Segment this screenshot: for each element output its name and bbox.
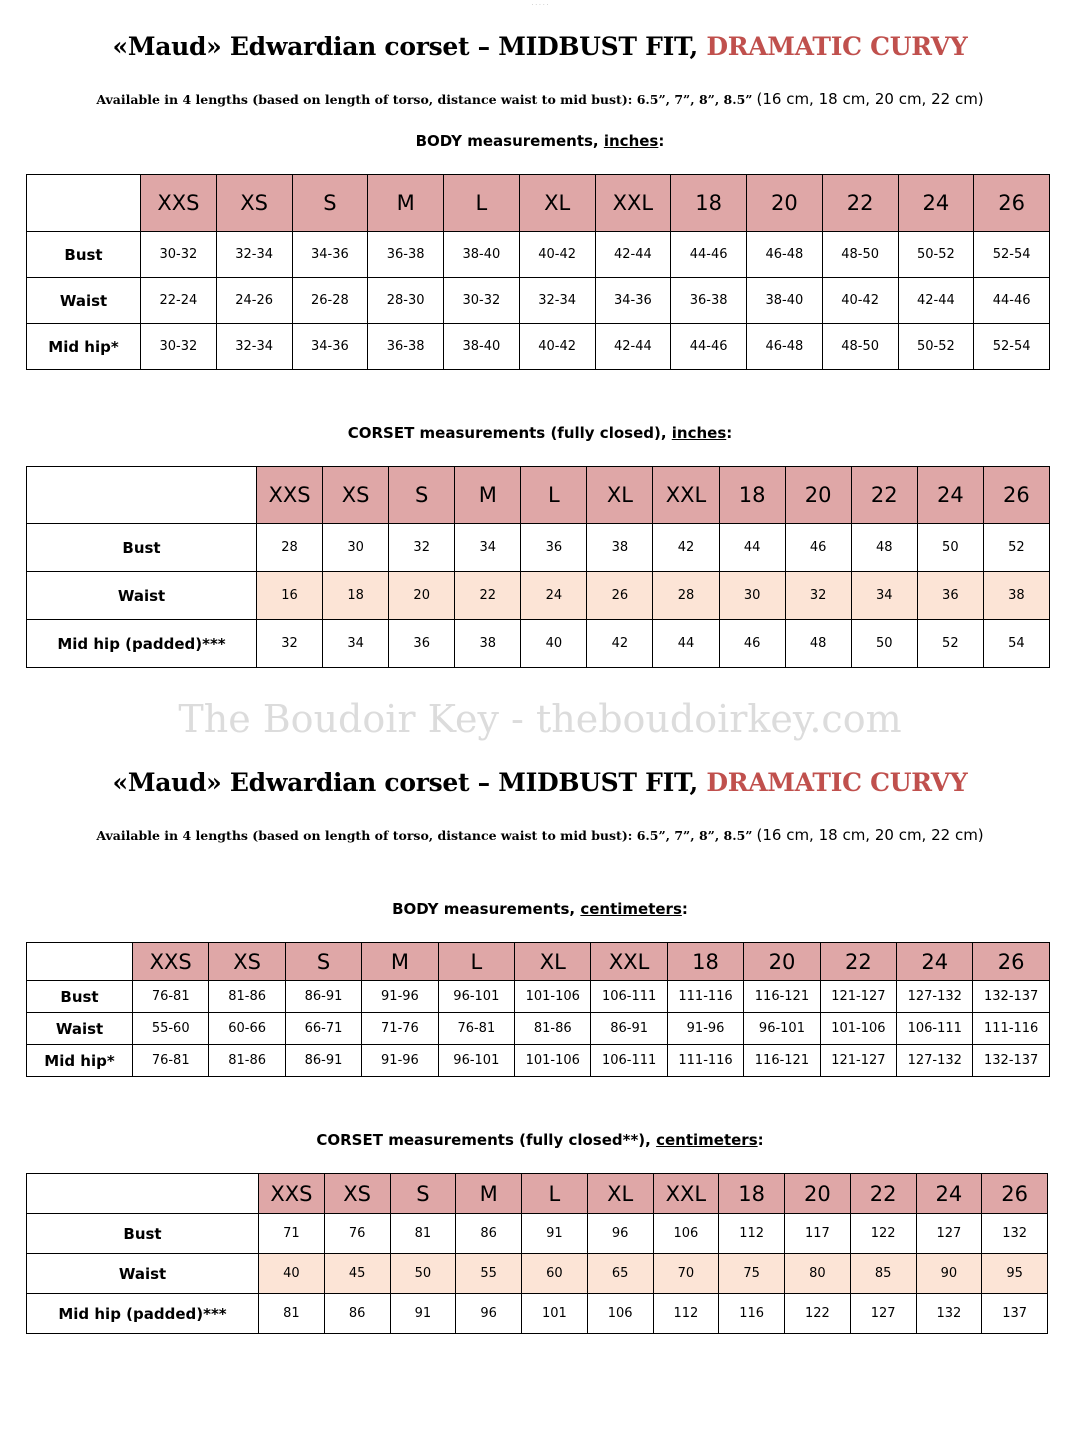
- measurement-cell: 127: [850, 1294, 916, 1334]
- measurement-cell: 26: [587, 572, 653, 620]
- measurement-cell: 127: [916, 1214, 982, 1254]
- measurement-cell: 95: [982, 1254, 1048, 1294]
- table-row: [27, 572, 1050, 620]
- measurement-cell: 50: [851, 620, 917, 668]
- measurement-cell: 101-106: [515, 1045, 591, 1077]
- measurement-cell: 38: [455, 620, 521, 668]
- measurement-cell: 112: [653, 1294, 719, 1334]
- title-accent: DRAMATIC CURVY: [706, 32, 968, 61]
- measurement-cell: 121-127: [820, 1045, 896, 1077]
- measurement-cell: 60-66: [209, 1013, 285, 1045]
- measurement-cell: 22: [455, 572, 521, 620]
- heading-text: BODY measurements,: [392, 900, 581, 918]
- chart-title-inches: [0, 32, 1080, 61]
- measurement-cell: 101-106: [515, 981, 591, 1013]
- measurement-cell: 86: [324, 1294, 390, 1334]
- size-header-cell: XS: [209, 943, 285, 981]
- measurement-cell: 132: [982, 1214, 1048, 1254]
- measurement-cell: 127-132: [897, 1045, 973, 1077]
- size-header-cell: L: [522, 1174, 588, 1214]
- body-heading-cm: [0, 900, 1080, 918]
- measurement-cell: 20: [389, 572, 455, 620]
- size-header-cell: 20: [785, 467, 851, 524]
- row-label: Bust: [27, 232, 141, 278]
- size-header-cell: XXS: [259, 1174, 325, 1214]
- table-row: [27, 1045, 1050, 1077]
- table-row: [27, 324, 1050, 370]
- measurement-cell: 46: [785, 524, 851, 572]
- measurement-cell: 34: [851, 572, 917, 620]
- size-header-cell: 26: [974, 175, 1050, 232]
- table-row: [27, 278, 1050, 324]
- measurement-cell: 36-38: [368, 324, 444, 370]
- measurement-cell: 42-44: [595, 324, 671, 370]
- size-header-cell: M: [456, 1174, 522, 1214]
- row-label: Mid hip (padded)***: [27, 1294, 259, 1334]
- measurement-cell: 127-132: [897, 981, 973, 1013]
- measurement-cell: 34: [323, 620, 389, 668]
- measurement-cell: 16: [257, 572, 323, 620]
- row-label: Waist: [27, 1254, 259, 1294]
- heading-colon: :: [726, 424, 733, 442]
- measurement-cell: 50-52: [898, 232, 974, 278]
- measurement-cell: 111-116: [667, 981, 743, 1013]
- size-header-cell: L: [444, 175, 520, 232]
- corset-measurements-cm-table: [26, 1173, 1048, 1334]
- measurement-cell: 111-116: [973, 1013, 1049, 1045]
- chart-title-cm: [0, 768, 1080, 797]
- measurement-cell: 48: [851, 524, 917, 572]
- size-header-cell: XXS: [257, 467, 323, 524]
- table-row: [27, 524, 1050, 572]
- heading-text: CORSET measurements (fully closed),: [347, 424, 672, 442]
- measurement-cell: 96-101: [744, 1013, 820, 1045]
- measurement-cell: 117: [785, 1214, 851, 1254]
- measurement-cell: 106: [653, 1214, 719, 1254]
- measurement-cell: 111-116: [667, 1045, 743, 1077]
- measurement-cell: 50-52: [898, 324, 974, 370]
- row-label: Bust: [27, 524, 257, 572]
- measurement-cell: 44-46: [974, 278, 1050, 324]
- body-measurements-cm-table: [26, 942, 1050, 1077]
- size-header-cell: XS: [216, 175, 292, 232]
- measurement-cell: 40-42: [519, 324, 595, 370]
- measurement-cell: 86-91: [591, 1013, 667, 1045]
- measurement-cell: 116: [719, 1294, 785, 1334]
- size-header-cell: 22: [850, 1174, 916, 1214]
- availability-cm: (16 cm, 18 cm, 20 cm, 22 cm): [756, 90, 984, 108]
- measurement-cell: 46: [719, 620, 785, 668]
- table-row: [27, 1214, 1048, 1254]
- measurement-cell: 28: [653, 572, 719, 620]
- measurement-cell: 81: [259, 1294, 325, 1334]
- size-header-cell: L: [438, 943, 514, 981]
- measurement-cell: 76-81: [133, 1045, 209, 1077]
- size-header-cell: 26: [982, 1174, 1048, 1214]
- measurement-cell: 24: [521, 572, 587, 620]
- measurement-cell: 30: [323, 524, 389, 572]
- size-header-cell: 20: [744, 943, 820, 981]
- size-header-row: [27, 175, 1050, 232]
- size-header-cell: XS: [324, 1174, 390, 1214]
- measurement-cell: 38-40: [444, 324, 520, 370]
- measurement-cell: 42: [587, 620, 653, 668]
- corset-measurements-inches-table: [26, 466, 1050, 668]
- measurement-cell: 44: [653, 620, 719, 668]
- row-label: Mid hip*: [27, 1045, 133, 1077]
- table-row: [27, 232, 1050, 278]
- availability-lengths: Available in 4 lengths (based on length of torso, distance waist to mid bust): 6.5”, 7”, 8”, 8.5”: [96, 828, 753, 843]
- size-header-cell: XXS: [141, 175, 217, 232]
- row-label: Bust: [27, 1214, 259, 1254]
- size-header-cell: M: [362, 943, 438, 981]
- size-header-cell: S: [292, 175, 368, 232]
- size-header-cell: M: [455, 467, 521, 524]
- measurement-cell: 112: [719, 1214, 785, 1254]
- measurement-cell: 71: [259, 1214, 325, 1254]
- size-header-cell: 26: [973, 943, 1049, 981]
- measurement-cell: 44-46: [671, 324, 747, 370]
- measurement-cell: 50: [390, 1254, 456, 1294]
- measurement-cell: 24-26: [216, 278, 292, 324]
- measurement-cell: 38-40: [444, 232, 520, 278]
- measurement-cell: 96-101: [438, 1045, 514, 1077]
- measurement-cell: 30-32: [444, 278, 520, 324]
- row-label: Bust: [27, 981, 133, 1013]
- size-header-cell: 20: [785, 1174, 851, 1214]
- size-header-cell: S: [389, 467, 455, 524]
- size-header-cell: XS: [323, 467, 389, 524]
- measurement-cell: 32: [389, 524, 455, 572]
- size-header-cell: M: [368, 175, 444, 232]
- measurement-cell: 52: [917, 620, 983, 668]
- table-row: [27, 1013, 1050, 1045]
- measurement-cell: 38: [983, 572, 1049, 620]
- measurement-cell: 40-42: [822, 278, 898, 324]
- watermark: The Boudoir Key - theboudoirkey.com: [178, 697, 902, 741]
- measurement-cell: 50: [917, 524, 983, 572]
- size-header-cell: XXL: [591, 943, 667, 981]
- size-header-cell: S: [390, 1174, 456, 1214]
- measurement-cell: 137: [982, 1294, 1048, 1334]
- measurement-cell: 44-46: [671, 232, 747, 278]
- header-corner-cell: [27, 1174, 259, 1214]
- measurement-cell: 70: [653, 1254, 719, 1294]
- measurement-cell: 116-121: [744, 981, 820, 1013]
- row-label: Waist: [27, 1013, 133, 1045]
- table-row: [27, 981, 1050, 1013]
- size-header-cell: 18: [719, 1174, 785, 1214]
- measurement-cell: 46-48: [747, 232, 823, 278]
- measurement-cell: 81-86: [209, 1045, 285, 1077]
- heading-unit: inches: [603, 132, 659, 150]
- measurement-cell: 132-137: [973, 1045, 1049, 1077]
- size-header-row: [27, 943, 1050, 981]
- measurement-cell: 80: [785, 1254, 851, 1294]
- measurement-cell: 36: [389, 620, 455, 668]
- availability-lengths: Available in 4 lengths (based on length of torso, distance waist to mid bust): 6.5”, 7”, 8”, 8.5”: [96, 92, 753, 107]
- corset-heading-cm: [0, 1131, 1080, 1149]
- body-measurements-inches-table: [26, 174, 1050, 370]
- measurement-cell: 66-71: [285, 1013, 361, 1045]
- corset-heading-inches: [0, 424, 1080, 442]
- availability-note-inches: [0, 90, 1080, 109]
- measurement-cell: 42-44: [595, 232, 671, 278]
- body-heading-inches: [0, 132, 1080, 150]
- measurement-cell: 30: [719, 572, 785, 620]
- header-corner-cell: [27, 175, 141, 232]
- measurement-cell: 55-60: [133, 1013, 209, 1045]
- measurement-cell: 91: [522, 1214, 588, 1254]
- measurement-cell: 34-36: [595, 278, 671, 324]
- measurement-cell: 122: [850, 1214, 916, 1254]
- heading-unit: centimeters: [656, 1131, 758, 1149]
- measurement-cell: 91-96: [667, 1013, 743, 1045]
- measurement-cell: 81-86: [209, 981, 285, 1013]
- measurement-cell: 86: [456, 1214, 522, 1254]
- measurement-cell: 60: [522, 1254, 588, 1294]
- measurement-cell: 40: [259, 1254, 325, 1294]
- measurement-cell: 32-34: [519, 278, 595, 324]
- availability-cm: (16 cm, 18 cm, 20 cm, 22 cm): [756, 826, 984, 844]
- measurement-cell: 22-24: [141, 278, 217, 324]
- measurement-cell: 36: [917, 572, 983, 620]
- measurement-cell: 42: [653, 524, 719, 572]
- measurement-cell: 32-34: [216, 232, 292, 278]
- measurement-cell: 96: [456, 1294, 522, 1334]
- measurement-cell: 132-137: [973, 981, 1049, 1013]
- measurement-cell: 96-101: [438, 981, 514, 1013]
- heading-text: CORSET measurements (fully closed**),: [316, 1131, 657, 1149]
- size-header-cell: XXL: [653, 467, 719, 524]
- size-header-cell: XL: [587, 1174, 653, 1214]
- size-header-cell: 22: [820, 943, 896, 981]
- size-header-cell: XXL: [653, 1174, 719, 1214]
- size-header-cell: XL: [515, 943, 591, 981]
- heading-colon: :: [658, 132, 665, 150]
- measurement-cell: 44: [719, 524, 785, 572]
- table-row: [27, 620, 1050, 668]
- measurement-cell: 46-48: [747, 324, 823, 370]
- size-header-cell: XL: [587, 467, 653, 524]
- header-corner-cell: [27, 467, 257, 524]
- measurement-cell: 86-91: [285, 981, 361, 1013]
- title-main: «Maud» Edwardian corset – MIDBUST FIT,: [112, 768, 698, 797]
- measurement-cell: 38-40: [747, 278, 823, 324]
- measurement-cell: 106-111: [591, 981, 667, 1013]
- measurement-cell: 81-86: [515, 1013, 591, 1045]
- measurement-cell: 121-127: [820, 981, 896, 1013]
- measurement-cell: 42-44: [898, 278, 974, 324]
- measurement-cell: 122: [785, 1294, 851, 1334]
- measurement-cell: 76: [324, 1214, 390, 1254]
- size-header-cell: 24: [897, 943, 973, 981]
- measurement-cell: 18: [323, 572, 389, 620]
- measurement-cell: 32-34: [216, 324, 292, 370]
- size-header-cell: S: [285, 943, 361, 981]
- measurement-cell: 52: [983, 524, 1049, 572]
- measurement-cell: 106-111: [897, 1013, 973, 1045]
- measurement-cell: 48-50: [822, 232, 898, 278]
- measurement-cell: 30-32: [141, 232, 217, 278]
- measurement-cell: 52-54: [974, 324, 1050, 370]
- measurement-cell: 75: [719, 1254, 785, 1294]
- measurement-cell: 28: [257, 524, 323, 572]
- measurement-cell: 28-30: [368, 278, 444, 324]
- row-label: Waist: [27, 278, 141, 324]
- measurement-cell: 91: [390, 1294, 456, 1334]
- table-row: [27, 1294, 1048, 1334]
- measurement-cell: 40: [521, 620, 587, 668]
- measurement-cell: 65: [587, 1254, 653, 1294]
- row-label: Mid hip (padded)***: [27, 620, 257, 668]
- measurement-cell: 36-38: [368, 232, 444, 278]
- size-header-cell: 18: [667, 943, 743, 981]
- size-header-cell: 18: [671, 175, 747, 232]
- availability-note-cm: [0, 826, 1080, 845]
- measurement-cell: 38: [587, 524, 653, 572]
- row-label: Mid hip*: [27, 324, 141, 370]
- measurement-cell: 48: [785, 620, 851, 668]
- measurement-cell: 52-54: [974, 232, 1050, 278]
- title-main: «Maud» Edwardian corset – MIDBUST FIT,: [112, 32, 698, 61]
- measurement-cell: 36: [521, 524, 587, 572]
- measurement-cell: 34: [455, 524, 521, 572]
- measurement-cell: 91-96: [362, 981, 438, 1013]
- size-header-cell: 22: [851, 467, 917, 524]
- size-header-cell: 22: [822, 175, 898, 232]
- measurement-cell: 34-36: [292, 324, 368, 370]
- size-header-row: [27, 1174, 1048, 1214]
- measurement-cell: 71-76: [362, 1013, 438, 1045]
- measurement-cell: 30-32: [141, 324, 217, 370]
- measurement-cell: 81: [390, 1214, 456, 1254]
- measurement-cell: 55: [456, 1254, 522, 1294]
- row-label: Waist: [27, 572, 257, 620]
- size-header-cell: 24: [898, 175, 974, 232]
- measurement-cell: 54: [983, 620, 1049, 668]
- size-header-cell: L: [521, 467, 587, 524]
- heading-unit: inches: [671, 424, 727, 442]
- measurement-cell: 91-96: [362, 1045, 438, 1077]
- size-header-cell: XXL: [595, 175, 671, 232]
- measurement-cell: 32: [257, 620, 323, 668]
- measurement-cell: 86-91: [285, 1045, 361, 1077]
- measurement-cell: 34-36: [292, 232, 368, 278]
- measurement-cell: 45: [324, 1254, 390, 1294]
- title-accent: DRAMATIC CURVY: [706, 768, 968, 797]
- heading-text: BODY measurements,: [415, 132, 604, 150]
- measurement-cell: 85: [850, 1254, 916, 1294]
- measurement-cell: 40-42: [519, 232, 595, 278]
- size-header-cell: XXS: [133, 943, 209, 981]
- measurement-cell: 26-28: [292, 278, 368, 324]
- size-header-cell: XL: [519, 175, 595, 232]
- table-row: [27, 1254, 1048, 1294]
- heading-colon: :: [681, 900, 688, 918]
- size-header-cell: 18: [719, 467, 785, 524]
- measurement-cell: 132: [916, 1294, 982, 1334]
- size-header-cell: 24: [917, 467, 983, 524]
- measurement-cell: 96: [587, 1214, 653, 1254]
- page-top-mark: · · · · ·: [531, 2, 549, 9]
- measurement-cell: 90: [916, 1254, 982, 1294]
- measurement-cell: 36-38: [671, 278, 747, 324]
- measurement-cell: 32: [785, 572, 851, 620]
- size-header-cell: 26: [983, 467, 1049, 524]
- measurement-cell: 101: [522, 1294, 588, 1334]
- size-header-cell: 24: [916, 1174, 982, 1214]
- measurement-cell: 48-50: [822, 324, 898, 370]
- heading-unit: centimeters: [580, 900, 682, 918]
- measurement-cell: 76-81: [133, 981, 209, 1013]
- heading-colon: :: [757, 1131, 764, 1149]
- measurement-cell: 116-121: [744, 1045, 820, 1077]
- measurement-cell: 101-106: [820, 1013, 896, 1045]
- measurement-cell: 106: [587, 1294, 653, 1334]
- measurement-cell: 106-111: [591, 1045, 667, 1077]
- measurement-cell: 76-81: [438, 1013, 514, 1045]
- size-header-row: [27, 467, 1050, 524]
- header-corner-cell: [27, 943, 133, 981]
- size-header-cell: 20: [747, 175, 823, 232]
